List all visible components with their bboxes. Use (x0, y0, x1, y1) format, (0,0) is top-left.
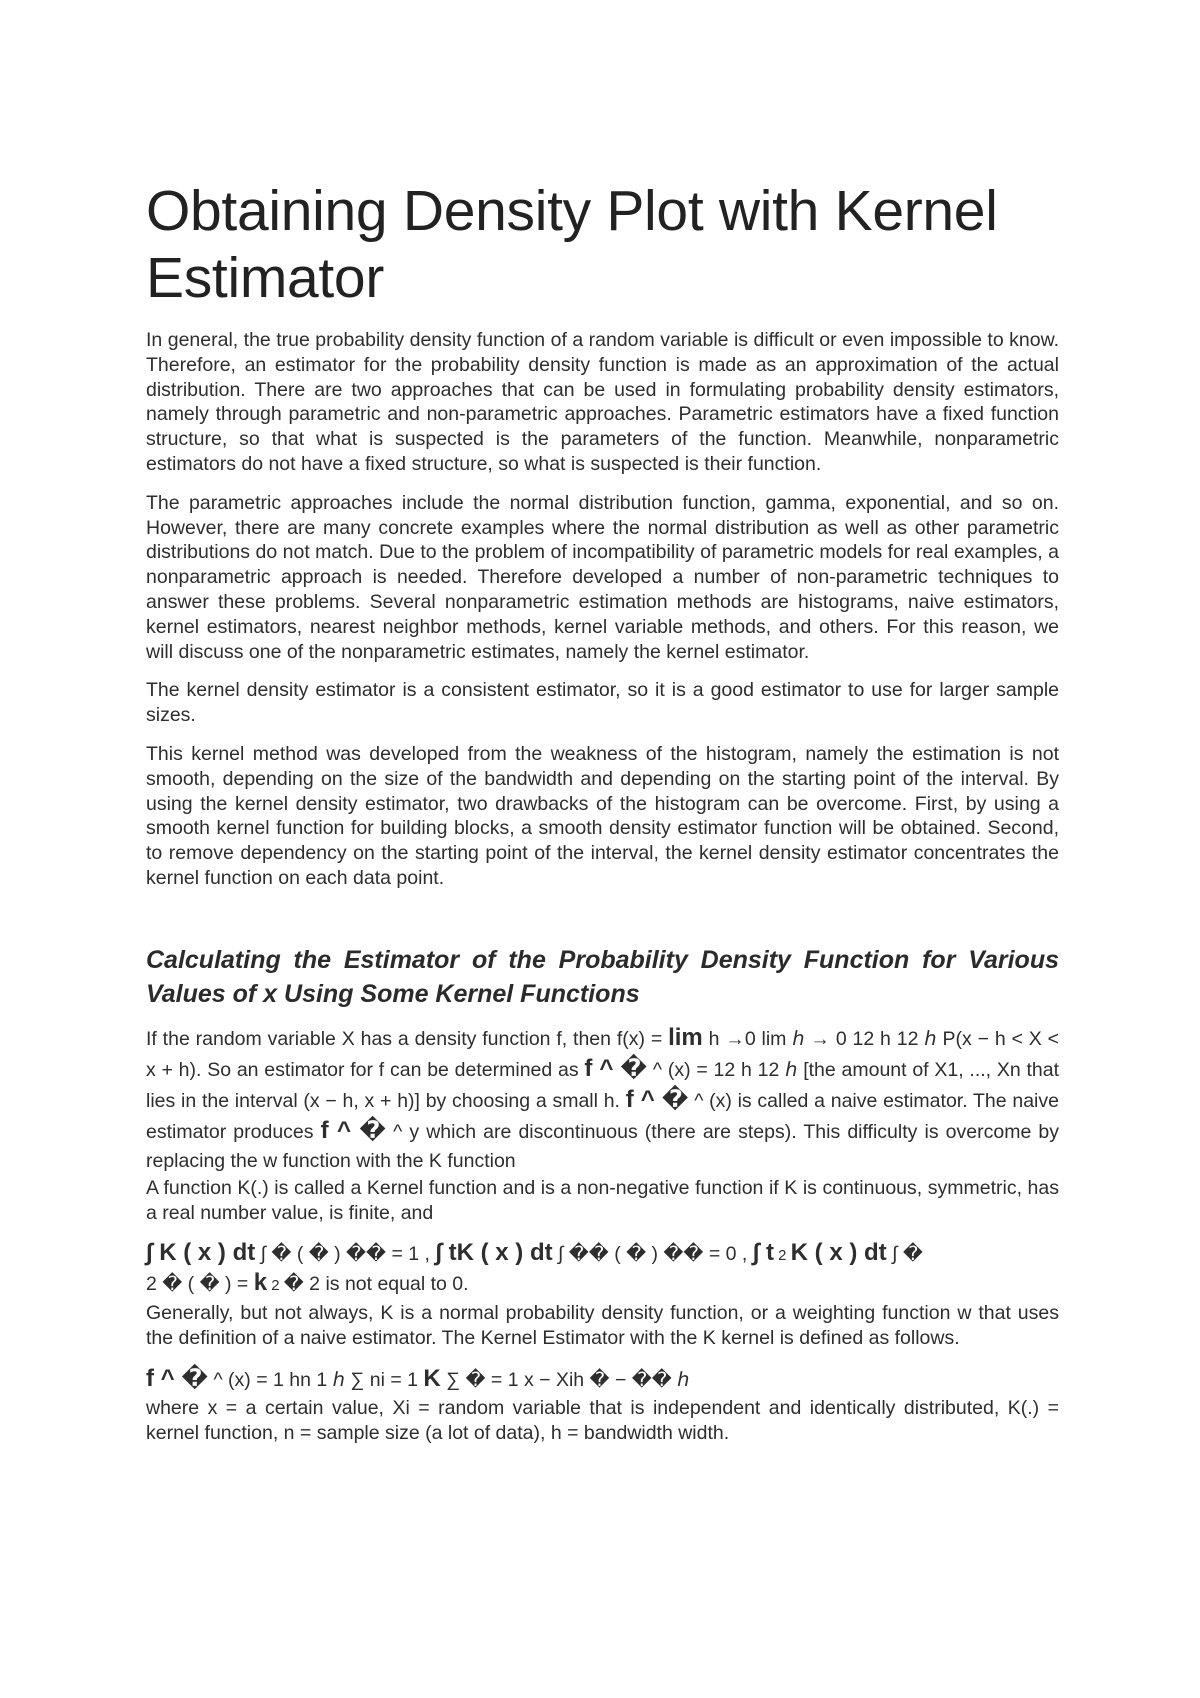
paragraph-parametric: The parametric approaches include the normal distribution function, gamma, exponential, and so on. However, there are many concrete examples where the normal distribution as well as other parametric distributions do not match. Due to the problem of incompatibility of parametric models for real examples, a nonparametric approach is needed. Therefore developed a number of non-parametric techniques to answer these problems. Several nonparametric estimation methods are histograms, naive estimators, kernel estimators, nearest neighbor methods, kernel variable methods, and others. For this reason, we will discuss one of the nonparametric estimates, namely the kernel estimator. (146, 491, 1059, 663)
lim-symbol: lim (668, 1023, 703, 1051)
paragraph-intro: In general, the true probability density function of a random variable is difficult or even impossible to know. Therefore, an estimator for the probability density function is made as an approximation of the actual distribution. There are two approaches that can be used in formulating probability density estimators, namely through parametric and non-parametric approaches. Parametric estimators have a fixed function structure, so that what is suspected is the parameters of the function. Meanwhile, nonparametric estimators do not have a fixed structure, so what is suspected is their function. (146, 329, 1059, 475)
document-page (146, 178, 1059, 1446)
integral-2-value: ∫ �� ( � ) �� = 0 , (552, 1243, 753, 1266)
estimator-text-a: ^ (x) = 1 hn 1 ℎ ∑ ni = 1 (208, 1368, 424, 1391)
naive-text-5: ^ y which are discontinuous (there are steps). This difficulty is overcome by replacing the w function with the K function (146, 1120, 1059, 1172)
naive-text-3: ^ (x) = 12 h 12 ℎ [the amount of X1, ..., Xn that lies in the interval (x − h, x + h)] by choosing a small h. (146, 1058, 1059, 1112)
kernel-definition: A function K(.) is called a Kernel function and is a non-negative function if K is continuous, symmetric, has a real number value, is finite, and (146, 1176, 1059, 1224)
naive-text-2: h →0 lim ℎ → 0 12 h 12 ℎ P(x − h < X < x + h). So an estimator for f can be determined as (146, 1027, 1060, 1081)
k-symbol: k (253, 1269, 268, 1297)
paragraph-consistency: The kernel density estimator is a consistent estimator, so it is a good estimator to use for larger sample sizes. (146, 679, 1059, 727)
integral-3-sub: 2 (773, 1247, 791, 1265)
kernel-integral-conditions (146, 1239, 1059, 1299)
integral-3-tail: ∫ � (886, 1243, 923, 1266)
integral-line-2-b: � 2 is not equal to 0. (283, 1273, 469, 1296)
integral-1: ∫ K ( x ) dt (146, 1239, 256, 1267)
paragraph-where: where x = a certain value, Xi = random variable that is independent and identically distributed, K(.) = kernel function, n = sample size (a lot of data), h = bandwidth width. (146, 1396, 1059, 1444)
f-hat-symbol-4: f ^ � (146, 1364, 209, 1392)
paragraph-kernel-method: This kernel method was developed from the weakness of the histogram, namely the estimation is not smooth, depending on the size of the bandwidth and depending on the starting point of the interval. By using the kernel density estimator, two drawbacks of the histogram can be overcome. First, by using a smooth kernel function for building blocks, a smooth density estimator function will be obtained. Second, to remove dependency on the starting point of the interval, the kernel density estimator concentrates the kernel function on each data point. (146, 742, 1059, 889)
integral-2: ∫ tK ( x ) dt (435, 1239, 553, 1267)
naive-text-4: ^ (x) is called a naive estimator. The naive estimator produces (146, 1089, 1059, 1143)
paragraph-generally: Generally, but not always, K is a normal probability density function, or a weighting function w that uses the definition of a naive estimator. The Kernel Estimator with the K kernel is defined as follows. (146, 1302, 1059, 1350)
estimator-text-b: ∑ � = 1 x − Xih � − �� ℎ (440, 1368, 690, 1391)
k-sub: 2 (267, 1277, 284, 1295)
integral-3-kernel: K ( x ) dt (790, 1239, 887, 1267)
naive-text-1: If the random variable X has a density function f, then f(x) = (146, 1027, 669, 1050)
kernel-k-symbol: K (423, 1364, 441, 1392)
f-hat-symbol-1: f ^ � (584, 1054, 648, 1082)
paragraph-naive-estimator (146, 1023, 1059, 1176)
f-hat-symbol-3: f ^ � (320, 1116, 387, 1144)
document-title: Obtaining Density Plot with Kernel Estimator (146, 179, 998, 310)
section-subtitle: Calculating the Estimator of the Probability Density Function for Various Values of x Using Some Kernel Functions (146, 945, 1059, 1008)
integral-line-1 (146, 1239, 1059, 1269)
integral-1-value: ∫ � ( � ) �� = 1 , (255, 1243, 436, 1266)
integral-line-2-a: 2 � ( � ) = (146, 1273, 254, 1296)
f-hat-symbol-2: f ^ � (625, 1085, 689, 1113)
integral-3: ∫ t (752, 1239, 774, 1267)
integral-line-2 (146, 1269, 1059, 1299)
kernel-estimator-formula (146, 1365, 1059, 1394)
